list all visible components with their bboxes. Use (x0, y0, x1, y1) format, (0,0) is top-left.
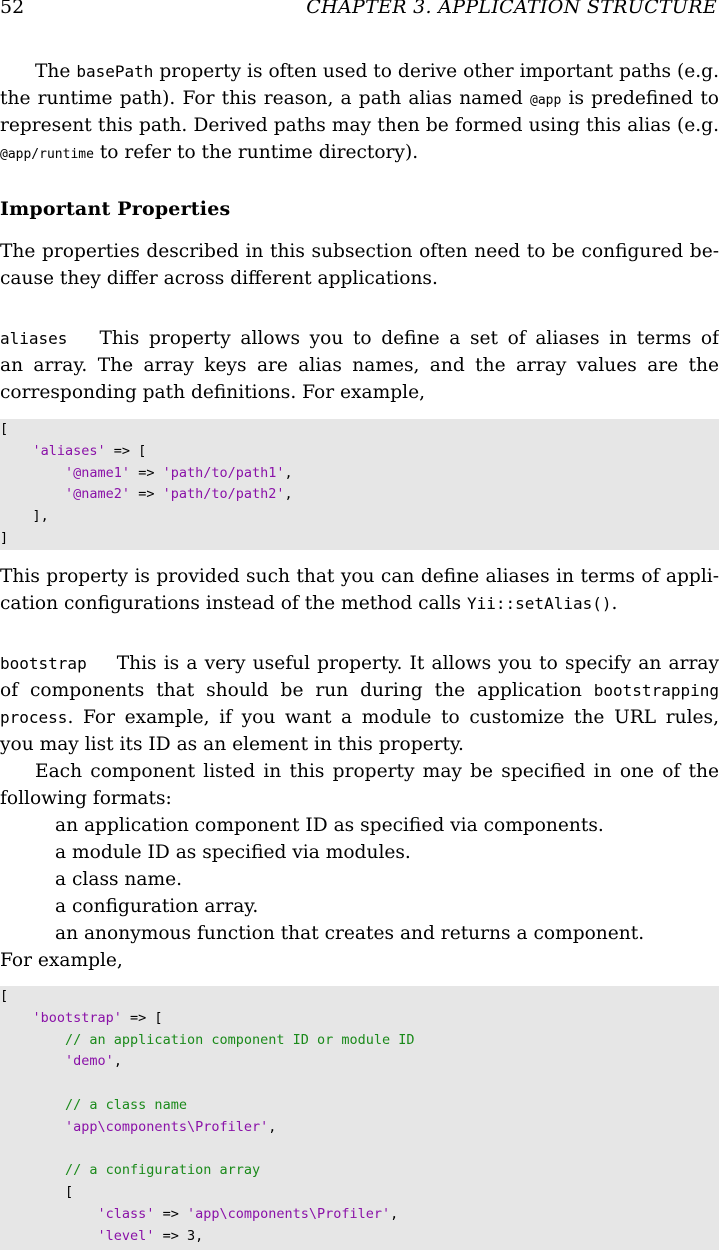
property-term: bootstrap (0, 654, 87, 673)
intro-paragraph (0, 58, 719, 166)
code-block-bootstrap (0, 986, 719, 1250)
text-line: For example, (0, 950, 123, 971)
formats-list (0, 812, 719, 947)
code-line (0, 1095, 719, 1117)
code-line: ] (0, 529, 9, 546)
code-line: '@name2' => 'path/to/path2', (65, 486, 293, 503)
text-line: cation configurations instead of the method calls Yii::setAlias(). (0, 593, 618, 614)
code-comment: // a configuration array (65, 1162, 261, 1179)
code-line: 'bootstrap' => [ (32, 1009, 163, 1026)
text-line: aliases This property allows you to define a set of aliases in terms of (0, 328, 719, 349)
code-line: 'demo', (65, 1053, 122, 1070)
code-line: [ (0, 988, 9, 1004)
code-line: ], (32, 508, 49, 525)
chapter-title: CHAPTER 3. APPLICATION STRUCTURE (306, 0, 717, 18)
text-line: represent this path. Derived paths may then be formed using this alias (e.g. (0, 115, 719, 136)
code-line (0, 1073, 719, 1095)
code-line (0, 1139, 719, 1161)
text-line: @app/runtime to refer to the runtime directory). (0, 142, 419, 163)
code-line: 'class' => 'app\components\Profiler', (97, 1205, 399, 1222)
text-line: bootstrap This is a very useful property. It allows you to specify an array (0, 653, 719, 674)
text-line: you may list its ID as an element in this property. (0, 734, 464, 755)
list-item: an anonymous function that creates and returns a component. (55, 923, 645, 944)
aliases-paragraph (0, 325, 719, 406)
page-number: 52 (0, 0, 25, 18)
code-term: basePath (76, 62, 154, 81)
text-line: the runtime path). For this reason, a path alias named @app is predefined to (0, 88, 719, 109)
page-header (0, 0, 719, 22)
code-line: [ (65, 1184, 74, 1201)
property-term: aliases (0, 329, 68, 348)
list-item: a module ID as specified via modules. (55, 842, 411, 863)
code-term: process (0, 708, 68, 727)
text-line: corresponding path definitions. For example, (0, 382, 426, 403)
text-line: cause they differ across different applications. (0, 268, 438, 289)
code-line: [ (0, 421, 9, 437)
list-item: an application component ID as specified via components. (55, 815, 604, 836)
text-line: following formats: (0, 788, 172, 809)
code-line: 'level' => 3, (97, 1227, 204, 1244)
code-term: Yii::setAlias() (467, 594, 612, 613)
list-item: a class name. (55, 869, 183, 890)
code-term: bootstrapping (593, 681, 719, 700)
code-line (0, 1160, 719, 1182)
section-intro-paragraph (0, 238, 719, 292)
list-item: a configuration array. (55, 896, 259, 917)
text-line: Each component listed in this property may be specified in one of the (35, 761, 719, 782)
code-comment: // a class name (65, 1096, 187, 1113)
code-line (0, 1030, 719, 1052)
code-term: @app/runtime (0, 147, 94, 162)
text-line: an array. The array keys are alias names, and the array values are the (0, 355, 719, 376)
text-line: The properties described in this subsection often need to be configured be- (0, 241, 719, 262)
code-comment: // an application component ID or module ID (65, 1031, 415, 1048)
code-line: 'app\components\Profiler', (65, 1118, 277, 1135)
section-heading: Important Properties (0, 198, 231, 220)
text-line: of components that should be run during the application bootstrapping (0, 680, 719, 701)
bootstrap-paragraph (0, 650, 719, 812)
for-example-line (0, 947, 719, 974)
code-line: 'aliases' => [ (32, 442, 147, 459)
text-line: The basePath property is often used to derive other important paths (e.g. (35, 61, 719, 82)
code-line: '@name1' => 'path/to/path1', (65, 464, 293, 481)
text-line: process. For example, if you want a module to customize the URL rules, (0, 707, 719, 728)
code-term: @app (530, 93, 562, 108)
code-block-aliases (0, 419, 719, 550)
aliases-note-paragraph (0, 563, 719, 617)
text-line: This property is provided such that you can define aliases in terms of appli- (0, 566, 719, 587)
